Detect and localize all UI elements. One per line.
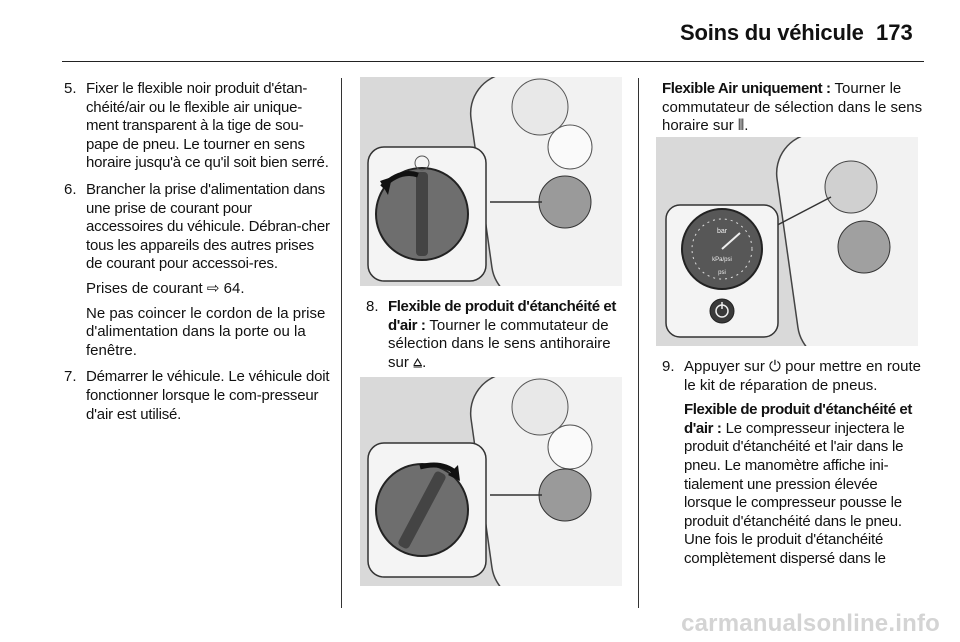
step-detail (684, 401, 924, 568)
step-number: 5. (64, 80, 77, 97)
column-divider-1 (341, 78, 342, 608)
compressor-illustration-turned (360, 377, 622, 586)
air-icon: ⫴ (737, 117, 745, 135)
step-text-a: Appuyer sur (684, 358, 765, 375)
header-divider (62, 61, 924, 62)
step-text-b: pour mettre en route le kit de réparation de pneus. (684, 358, 922, 394)
column-middle (366, 298, 624, 380)
step-9 (662, 358, 924, 569)
power-icon: ⏻ (769, 358, 781, 375)
step-number: 6. (64, 180, 77, 198)
step-5 (64, 80, 332, 173)
cross-reference (86, 280, 332, 299)
gauge-unit-top: bar (716, 228, 728, 235)
figure-dial-turned (360, 377, 622, 586)
step-lead: Flexible de produit d'étanchéité et d'air : (388, 298, 616, 334)
step-detail-text: Le compresseur injectera le produit d'étanchéité et l'air dans le pneu. Le manomètre affiche ini-tialement une pression élevée lorsque le compresseur pousse le produit d'étanchéité dans le pneu. Une fois le produit d'étanchéité complètement dispersé dans le (684, 419, 905, 567)
column-divider-2 (638, 78, 639, 608)
step-number: 7. (64, 368, 77, 386)
figure-gauge-power (656, 137, 918, 346)
sealant-icon: ⩠ (413, 353, 423, 371)
step-number: 9. (662, 358, 675, 375)
gauge-unit-bottom: psi (718, 270, 726, 276)
step-7 (64, 368, 332, 424)
step-8: 8. Flexible de produit d'étanchéité et d'air : Tourner le commutateur de sélection dans le sens antihoraire sur ⩠. (366, 298, 616, 371)
instruction-text: Tourner le commutateur de sélection dans le sens horaire sur (662, 80, 923, 135)
figure-dial-sealant-air (360, 77, 622, 286)
step-6 (64, 181, 332, 360)
step-text: Tourner le commutateur de sélection dans le sens antihoraire sur (388, 316, 611, 371)
air-only-instruction: Flexible Air uniquement : Tourner le commutateur de sélection dans le sens horaire sur ⫴. (662, 80, 923, 135)
step-text: Démarrer le véhicule. Le véhicule doit fonctionner lorsque le com-presseur d'air est utilisé. (86, 368, 330, 423)
column-right-lower (662, 358, 924, 577)
page-number: 173 (876, 20, 913, 45)
arrow-icon: ⇨ (206, 279, 220, 297)
step-lead: Flexible de produit d'étanchéité et d'air : (684, 401, 912, 437)
column-left (64, 80, 332, 432)
step-text: Fixer le flexible noir produit d'étan-chéité/air ou le flexible air unique-ment transparent à la tige de sou-pape de pneu. Le tourner en sens horaire jusqu'à ce qu'il soit bien serré. (86, 80, 329, 172)
step-note: Ne pas coincer le cordon de la prise d'alimentation dans la porte ou la fenêtre. (86, 304, 326, 359)
watermark: carmanualsonline.info (681, 610, 940, 637)
step-number: 8. (366, 298, 379, 315)
cross-reference-label: Prises de courant (86, 279, 203, 297)
compressor-illustration (360, 77, 622, 286)
gauge-unit-mid: kPa/psi (712, 257, 732, 263)
compressor-gauge-illustration (656, 137, 918, 346)
step-text: Brancher la prise d'alimentation dans une prise de courant pour accessoires du véhicule. Débran-cher tous les appareils des autres prises de courant pour accessoi-res. (86, 180, 330, 273)
cross-reference-page[interactable]: 64. (223, 279, 245, 297)
column-right (662, 80, 924, 144)
page-title: Soins du véhicule (680, 20, 864, 45)
instruction-lead: Flexible Air uniquement : (662, 80, 831, 97)
